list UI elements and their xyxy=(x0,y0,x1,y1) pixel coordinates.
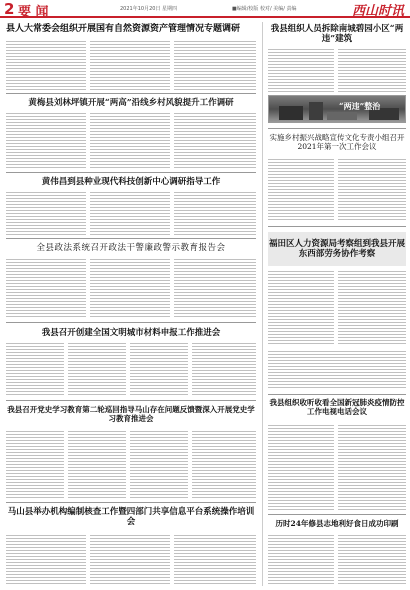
article-1-col3 xyxy=(174,40,256,90)
article-5-col4 xyxy=(192,342,256,396)
article-r3-body xyxy=(268,350,406,390)
article-2-col1 xyxy=(6,112,86,168)
article-r1-col2 xyxy=(338,48,406,92)
divider xyxy=(268,226,406,227)
divider xyxy=(6,93,256,94)
article-5-col2 xyxy=(68,342,126,396)
headline-2: 黄梅县刘林坪镇开展“两高”沿线乡村风貌提升工作调研 xyxy=(28,98,234,108)
article-4-col3 xyxy=(174,258,256,318)
article-3-col1 xyxy=(6,191,86,235)
headline-3: 黄伟昌到县种业现代科技创新中心调研指导工作 xyxy=(41,177,221,187)
issue-date: 2021年10月20日 星期四 xyxy=(120,6,178,12)
headline-r4: 我县组织收听收看全国新冠肺炎疫情防控工作电视电话会议 xyxy=(269,398,405,416)
divider xyxy=(6,238,256,239)
headline-4: 全县政法系统召开政法干警廉政警示教育报告会 xyxy=(36,243,226,253)
article-4-col1 xyxy=(6,258,86,318)
headline-7: 马山县举办机构编制核查工作暨四部门共享信息平台系统操作培训会 xyxy=(7,507,255,528)
divider xyxy=(268,394,406,395)
headline-5: 我县召开创建全国文明城市材料申报工作推进会 xyxy=(41,328,221,338)
article-4-col2 xyxy=(90,258,170,318)
page-header xyxy=(0,0,410,18)
article-5-col1 xyxy=(6,342,64,396)
headline-1: 县人大常委会组织开展国有自然资源资产管理情况专题调研 xyxy=(6,24,241,34)
article-5-col3 xyxy=(130,342,188,396)
headline-r1: 我县组织人员拆除南城碧园小区“两违”建筑 xyxy=(270,24,404,45)
column-divider xyxy=(262,22,263,586)
editor-line: ■编辑/校版 校对/ 美编/ 责编 xyxy=(232,6,297,12)
article-1-col2 xyxy=(90,40,170,90)
divider xyxy=(6,400,256,401)
article-r2-col2 xyxy=(338,158,406,222)
article-r4-col1 xyxy=(268,424,334,510)
article-7-col1 xyxy=(6,534,86,586)
article-7-col2 xyxy=(90,534,170,586)
news-photo xyxy=(268,95,406,123)
newspaper-name: 西山时讯 xyxy=(351,4,404,19)
article-7-col3 xyxy=(174,534,256,586)
article-3-col3 xyxy=(174,191,256,235)
divider xyxy=(268,514,406,515)
article-6-col4 xyxy=(192,430,256,498)
article-2-col2 xyxy=(90,112,170,168)
headline-r5: 历时24年修县志地利好食日成功印刷 xyxy=(275,519,399,528)
divider xyxy=(6,172,256,173)
divider xyxy=(268,128,406,129)
headline-r2: 实施乡村振兴战略宣传文化专责小组召开2021年第一次工作会议 xyxy=(269,133,405,151)
article-r2-col1 xyxy=(268,158,334,222)
article-6-col3 xyxy=(130,430,188,498)
photo-caption: “两违”整治 xyxy=(339,101,381,111)
page-number: 2 xyxy=(4,0,15,18)
divider xyxy=(6,322,256,323)
photo-illustration xyxy=(269,96,406,123)
article-r3-col2 xyxy=(338,270,406,346)
article-r3-col1 xyxy=(268,270,334,346)
article-3-col2 xyxy=(90,191,170,235)
article-6-col2 xyxy=(68,430,126,498)
article-r5-col2 xyxy=(338,534,406,586)
headline-r3: 福田区人力资源局考察组到我县开展东西部劳务协作考察 xyxy=(268,232,406,266)
article-6-col1 xyxy=(6,430,64,498)
article-r4-col2 xyxy=(338,424,406,510)
section-title: 要 闻 xyxy=(18,5,49,20)
article-r5-col1 xyxy=(268,534,334,586)
article-r1-col1 xyxy=(268,48,334,92)
headline-6: 我县召开党史学习教育第二轮巡回指导马山存在问题反馈暨深入开展党史学习教育推进会 xyxy=(7,405,255,423)
article-1-col1 xyxy=(6,40,86,90)
divider xyxy=(6,502,256,503)
article-2-col3 xyxy=(174,112,256,168)
